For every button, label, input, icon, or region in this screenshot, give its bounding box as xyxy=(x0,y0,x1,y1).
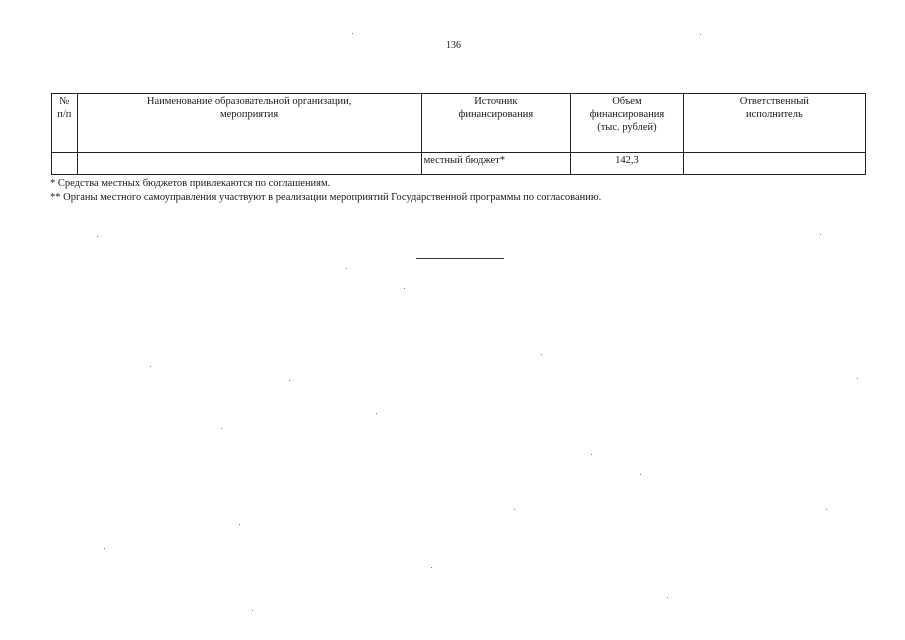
scan-speck xyxy=(857,378,858,379)
table-row xyxy=(52,153,866,175)
header-number xyxy=(52,94,78,153)
scan-speck xyxy=(591,454,592,455)
page-number: 136 xyxy=(446,40,461,51)
scan-speck xyxy=(826,509,827,510)
scan-speck xyxy=(700,34,701,35)
scan-speck xyxy=(431,567,432,568)
cell-volume: 142,3 xyxy=(571,153,684,175)
cell-number xyxy=(52,153,78,175)
scan-speck xyxy=(667,597,668,598)
scan-speck xyxy=(376,413,377,414)
scan-speck xyxy=(820,234,821,235)
header-name-text: Наименование образовательной организации, мероприятия xyxy=(146,96,352,120)
header-responsible-text: Ответственный исполнитель xyxy=(739,96,809,120)
scan-speck xyxy=(404,288,405,289)
cell-source: местный бюджет* xyxy=(421,153,570,175)
header-name xyxy=(77,94,421,153)
scan-speck xyxy=(289,380,290,381)
header-source-text: Источник финансирования xyxy=(458,96,534,120)
scan-speck xyxy=(221,428,222,429)
header-volume xyxy=(571,94,684,153)
scan-speck xyxy=(104,548,105,549)
scan-speck xyxy=(97,236,98,237)
scan-speck xyxy=(514,509,515,510)
scan-speck xyxy=(346,268,347,269)
scan-speck xyxy=(541,354,542,355)
header-volume-text: Объем финансирования (тыс. рублей) xyxy=(589,96,665,133)
header-number-text: № п/п xyxy=(57,96,72,120)
funding-table xyxy=(51,93,866,175)
scan-speck xyxy=(352,33,353,34)
header-responsible xyxy=(683,94,865,153)
footnote-local-budgets: * Средства местных бюджетов привлекаются по соглашениям. xyxy=(50,178,331,189)
scan-speck xyxy=(252,610,253,611)
scan-speck xyxy=(239,524,240,525)
scan-speck xyxy=(640,474,641,475)
scan-speck xyxy=(150,366,151,367)
cell-responsible xyxy=(683,153,865,175)
cell-name xyxy=(77,153,421,175)
header-source xyxy=(421,94,570,153)
table-header-row xyxy=(52,94,866,153)
footnote-local-government: ** Органы местного самоуправления участвуют в реализации мероприятий Государственной программы по согласованию. xyxy=(50,192,602,203)
end-of-document-line xyxy=(416,258,504,259)
